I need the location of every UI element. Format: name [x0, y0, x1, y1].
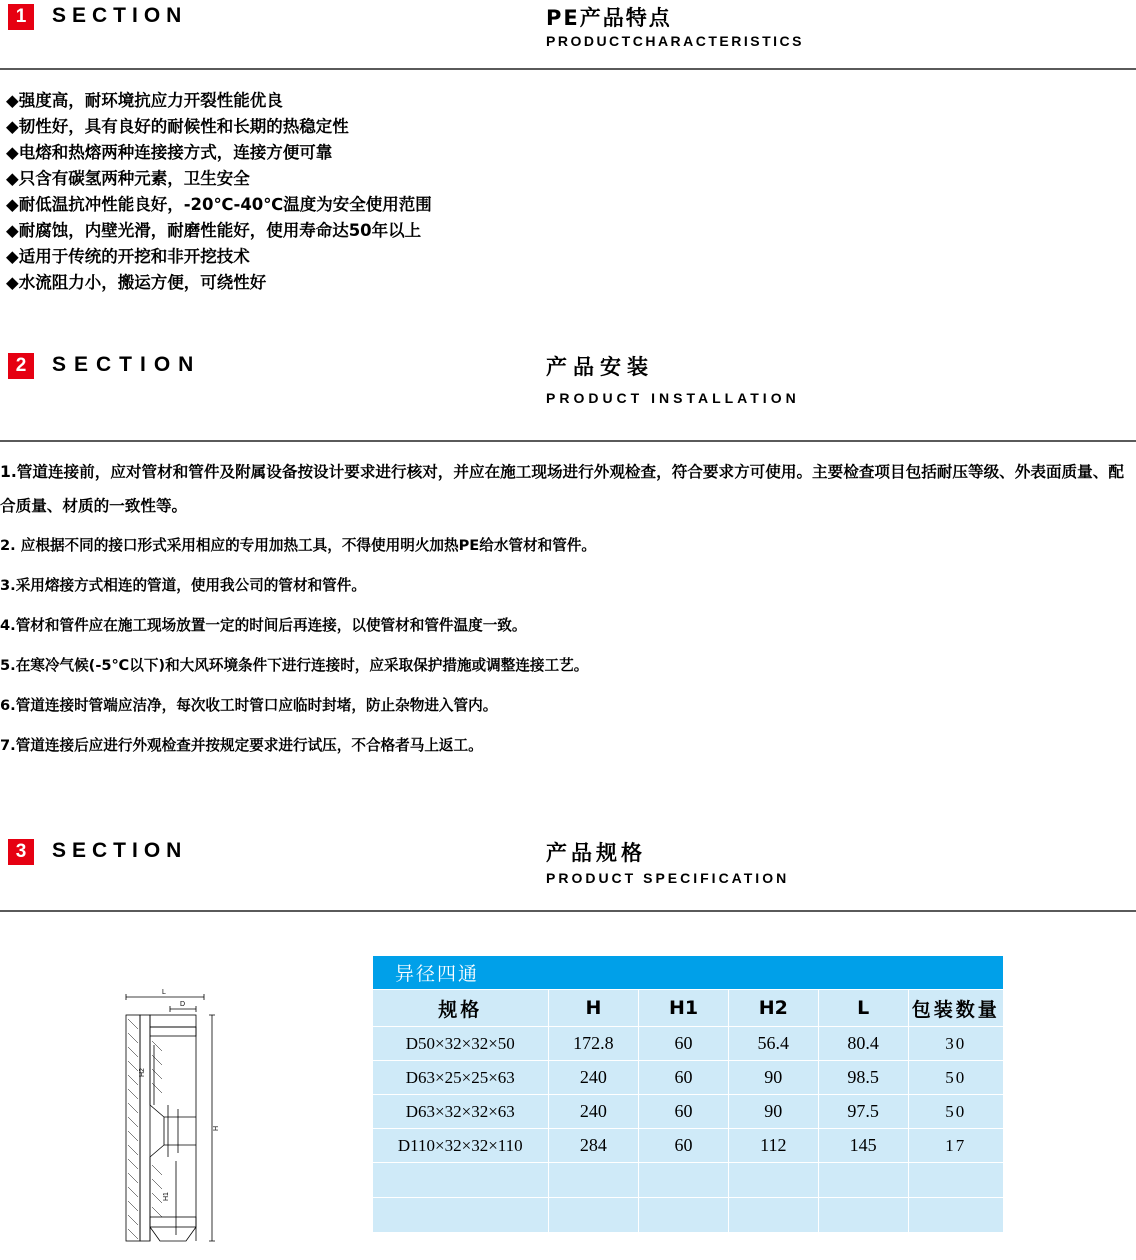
table-header-h1: H1: [639, 990, 729, 1027]
cell-h2: [728, 1163, 818, 1198]
cell-h2: 56.4: [728, 1027, 818, 1061]
cell-h2: 90: [728, 1061, 818, 1095]
table-row: [373, 1163, 1004, 1198]
cell-h1: 60: [639, 1129, 729, 1163]
table-header-qty: 包装数量: [908, 990, 1003, 1027]
section-2-header: [0, 345, 1136, 406]
list-item: ◆韧性好，具有良好的耐候性和长期的热稳定性: [6, 117, 349, 136]
characteristics-list: [6, 88, 432, 296]
cell-spec: [373, 1163, 549, 1198]
section-3-divider: [0, 910, 1136, 912]
table-row: [373, 1129, 1004, 1163]
section-1-number: 1: [8, 4, 34, 30]
installation-step: 2. 应根据不同的接口形式采用相应的专用加热工具，不得使用明火加热PE给水管材和管件。: [0, 537, 597, 554]
cell-h1: 60: [639, 1095, 729, 1129]
installation-step: 7.管道连接后应进行外观检查并按规定要求进行试压，不合格者马上返工。: [0, 737, 483, 754]
specification-table: [372, 955, 1004, 1233]
drawing-label-L: L: [162, 989, 166, 996]
installation-step: 5.在寒冷气候(-5℃以下)和大风环境条件下进行连接时，应采取保护措施或调整连接工艺。: [0, 657, 589, 674]
cell-h2: 112: [728, 1129, 818, 1163]
table-row: [373, 1027, 1004, 1061]
cell-l: 145: [818, 1129, 908, 1163]
section-3-title-cn: 产品规格: [546, 841, 646, 865]
cell-h1: 60: [639, 1027, 729, 1061]
drawing-label-D: D: [180, 1001, 186, 1008]
drawing-label-H2: H2: [139, 1068, 146, 1077]
cell-h2: 90: [728, 1095, 818, 1129]
cell-h: 284: [548, 1129, 639, 1163]
section-2-word: SECTION: [52, 353, 202, 376]
section-3-number: 3: [8, 839, 34, 865]
drawing-label-H: H: [213, 1125, 220, 1131]
list-item: ◆强度高，耐环境抗应力开裂性能优良: [6, 91, 283, 110]
list-item: ◆耐低温抗冲性能良好，-20℃-40℃温度为安全使用范围: [6, 195, 432, 214]
section-1-title-cn: PE产品特点: [546, 6, 672, 30]
table-header-h: H: [548, 990, 639, 1027]
section-product-installation: [0, 345, 1136, 754]
cell-qty: [908, 1163, 1003, 1198]
section-3-title-en: PRODUCT SPECIFICATION: [546, 870, 790, 886]
section-3-header: [0, 833, 1136, 889]
cell-h1: [639, 1163, 729, 1198]
table-title: 异径四通: [373, 956, 1004, 990]
section-2-divider: [0, 440, 1136, 442]
cell-spec: D63×32×32×63: [373, 1095, 549, 1129]
table-header-spec: 规格: [373, 990, 549, 1027]
table-header-h2: H2: [728, 990, 818, 1027]
cell-h: 172.8: [548, 1027, 639, 1061]
cell-h: [548, 1163, 639, 1198]
section-2-number: 2: [8, 353, 34, 379]
cell-h: 240: [548, 1061, 639, 1095]
installation-step: 1.管道连接前，应对管材和管件及附属设备按设计要求进行核对，并应在施工现场进行外观检查，符合要求方可使用。主要检查项目包括耐压等级、外表面质量、配合质量、材质的一致性等。: [0, 463, 1124, 515]
installation-steps: [0, 455, 1130, 769]
table-header-l: L: [818, 990, 908, 1027]
table-row: [373, 1198, 1004, 1233]
cell-qty: 30: [908, 1027, 1003, 1061]
section-2-title-en: PRODUCT INSTALLATION: [546, 390, 800, 406]
section-2-title-cn: 产品安装: [546, 355, 654, 379]
cell-qty: 17: [908, 1129, 1003, 1163]
table-header-row: [373, 990, 1004, 1027]
cell-h1: 60: [639, 1061, 729, 1095]
cell-spec: D50×32×32×50: [373, 1027, 549, 1061]
cell-l: 80.4: [818, 1027, 908, 1061]
cell-h: 240: [548, 1095, 639, 1129]
table-title-row: [373, 956, 1004, 990]
section-product-characteristics: [0, 0, 1136, 292]
cell-l: [818, 1198, 908, 1233]
cell-qty: 50: [908, 1095, 1003, 1129]
section-1-title-en: PRODUCTCHARACTERISTICS: [546, 33, 804, 49]
section-1-header: [0, 0, 1136, 56]
cell-qty: 50: [908, 1061, 1003, 1095]
cell-l: 98.5: [818, 1061, 908, 1095]
cell-spec: D63×25×25×63: [373, 1061, 549, 1095]
list-item: ◆耐腐蚀，内壁光滑，耐磨性能好，使用寿命达50年以上: [6, 221, 422, 240]
cell-h1: [639, 1198, 729, 1233]
cell-h2: [728, 1198, 818, 1233]
cell-l: [818, 1163, 908, 1198]
table-row: [373, 1061, 1004, 1095]
table-row: [373, 1095, 1004, 1129]
section-3-word: SECTION: [52, 839, 188, 862]
cell-l: 97.5: [818, 1095, 908, 1129]
cell-spec: [373, 1198, 549, 1233]
cell-spec: D110×32×32×110: [373, 1129, 549, 1163]
installation-step: 4.管材和管件应在施工现场放置一定的时间后再连接，以使管材和管件温度一致。: [0, 617, 527, 634]
list-item: ◆适用于传统的开挖和非开挖技术: [6, 247, 250, 266]
cell-qty: [908, 1198, 1003, 1233]
product-technical-drawing: [108, 985, 288, 1260]
section-1-divider: [0, 68, 1136, 70]
cell-h: [548, 1198, 639, 1233]
drawing-label-H1: H1: [163, 1192, 170, 1201]
section-1-word: SECTION: [52, 4, 188, 27]
installation-step: 6.管道连接时管端应洁净，每次收工时管口应临时封堵，防止杂物进入管内。: [0, 697, 498, 714]
list-item: ◆电熔和热熔两种连接接方式，连接方便可靠: [6, 143, 333, 162]
list-item: ◆只含有碳氢两种元素，卫生安全: [6, 169, 250, 188]
section-product-specification: [0, 833, 1136, 889]
installation-step: 3.采用熔接方式相连的管道，使用我公司的管材和管件。: [0, 577, 366, 594]
list-item: ◆水流阻力小，搬运方便，可绕性好: [6, 273, 267, 292]
